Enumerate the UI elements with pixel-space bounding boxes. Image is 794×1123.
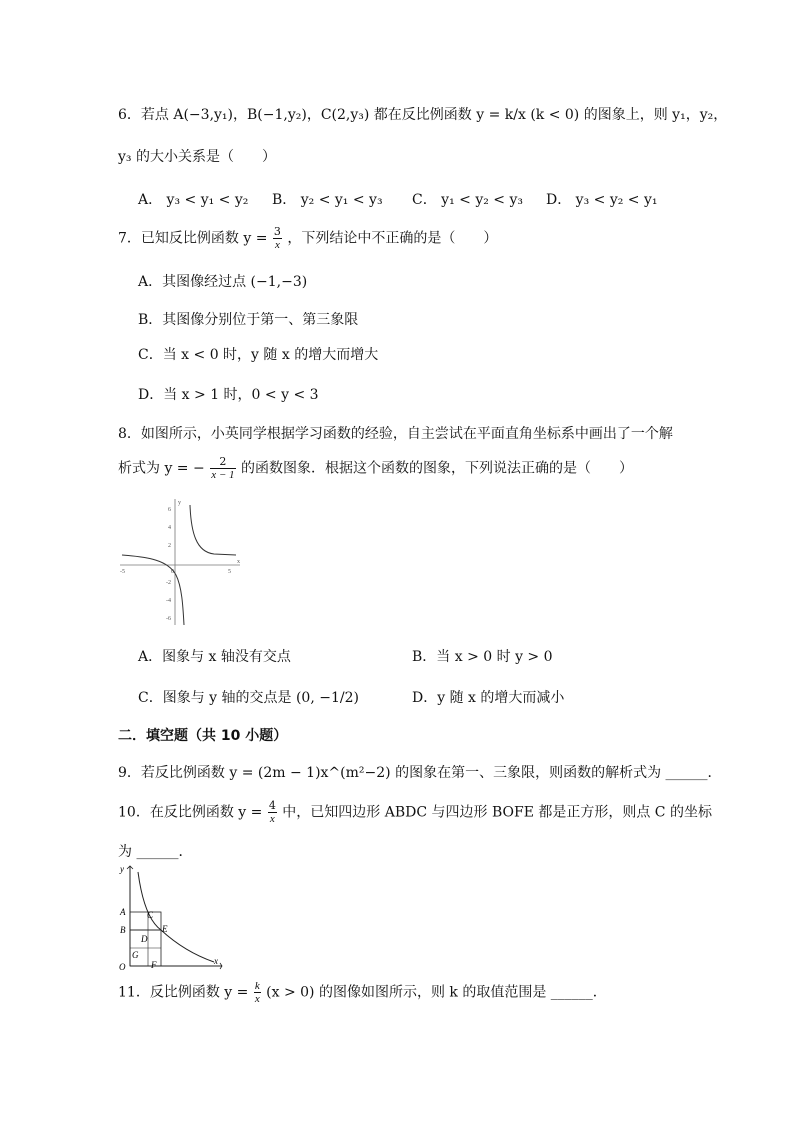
q10-label-o: O [119, 962, 126, 972]
q8-y-tick-4: 4 [168, 525, 171, 531]
q6-option-a: A． y₃ < y₁ < y₂ [138, 192, 249, 208]
q7-stem [118, 226, 497, 251]
q7-option-b: B．其图像分别位于第一、第三象限 [138, 312, 359, 328]
q7-option-c: C．当 x < 0 时，y 随 x 的增大而增大 [138, 347, 379, 363]
q8-y-tick-neg4: -4 [166, 598, 171, 604]
q11-fraction-numerator: k [254, 980, 260, 992]
q7-option-d: D．当 x > 1 时，0 < y < 3 [138, 387, 319, 403]
q10-label-g: G [132, 950, 139, 960]
q8-curve-right-branch [190, 505, 236, 555]
q8-x-tick-0: 0 [171, 569, 174, 575]
q9-text: 9．若反比例函数 y = (2m − 1)x^(m²−2) 的图象在第一、三象限，则函数的解析式为 ______． [118, 765, 722, 781]
q11-stem-start: 11．反比例函数 y = [118, 984, 249, 1001]
section-title-fill-in: 二．填空题（共 10 小题） [118, 728, 288, 744]
q6-line2: y₃ 的大小关系是（ ） [118, 149, 276, 165]
q8-line1: 8．如图所示，小英同学根据学习函数的经验，自主尝试在平面直角坐标系中画出了一个解 [118, 426, 673, 442]
q7-option-a: A．其图像经过点 (−1,−3) [138, 274, 308, 290]
q10-fraction-numerator: 4 [268, 799, 276, 812]
q8-fraction-denominator: x − 1 [211, 469, 235, 481]
q8-option-b: B．当 x > 0 时 y > 0 [412, 649, 553, 665]
q10-label-d: D [141, 934, 148, 944]
q10-label-e: E [162, 924, 168, 934]
q6-line1: 6．若点 A(−3,y₁)，B(−1,y₂)，C(2,y₃) 都在反比例函数 y = k/x (k < 0) 的图象上，则 y₁，y₂， [118, 107, 728, 123]
q8-option-a: A．图象与 x 轴没有交点 [138, 649, 291, 665]
q11-stem-end: (x > 0) 的图像如图所示，则 k 的取值范围是 ______． [266, 984, 607, 1001]
q10-label-a: A [120, 907, 126, 917]
q7-fraction-numerator: 3 [273, 225, 281, 238]
q10-label-y: y [120, 864, 124, 874]
q8-x-tick-5: 5 [228, 569, 231, 575]
q10-fraction-denominator: x [269, 813, 275, 825]
q8-y-tick-neg2: -2 [166, 580, 171, 586]
q10-label-x: x [214, 956, 218, 966]
q10-label-c: C [147, 910, 154, 920]
q8-line2 [118, 456, 633, 481]
q8-y-tick-neg6: -6 [166, 616, 171, 622]
q8-x-tick-neg5: -5 [120, 569, 125, 575]
q7-stem-end: ，下列结论中不正确的是（ ） [287, 230, 498, 247]
q8-x-label: x [237, 559, 240, 565]
q10-fraction [268, 800, 277, 825]
q8-fraction [210, 456, 235, 481]
q10-line2: 为 ______． [118, 844, 193, 860]
q8-y-label: y [178, 500, 181, 506]
q8-line2-start: 析式为 y = − [118, 460, 205, 477]
q10-label-f: F [151, 960, 157, 970]
q7-stem-start: 7．已知反比例函数 y = [118, 230, 268, 247]
q10-square-abdc [130, 912, 161, 930]
q11-fraction [254, 980, 261, 1005]
q8-fraction-numerator: 2 [210, 456, 235, 469]
q6-option-b: B． y₂ < y₁ < y₃ [272, 192, 383, 208]
q6-option-d: D． y₃ < y₂ < y₁ [546, 192, 658, 208]
q10-line1-end: 中，已知四边形 ABDC 与四边形 BOFE 都是正方形，则点 C 的坐标 [282, 804, 712, 821]
q7-fraction-denominator: x [274, 239, 280, 251]
q10-line1-start: 10．在反比例函数 y = [118, 804, 263, 821]
q11-stem [118, 980, 607, 1005]
q8-line2-end: 的函数图象．根据这个函数的图象，下列说法正确的是（ ） [240, 460, 633, 477]
q8-option-c: C．图象与 y 轴的交点是 (0, −1/2) [138, 690, 359, 706]
q8-y-tick-2: 2 [168, 543, 171, 549]
q10-line1 [118, 800, 712, 825]
q10-label-b: B [120, 925, 126, 935]
q8-function-graph [118, 497, 242, 627]
q10-squares-figure [116, 862, 224, 972]
q7-fraction [273, 226, 282, 251]
q8-y-tick-6: 6 [168, 507, 171, 513]
q11-fraction-denominator: x [254, 993, 260, 1005]
q6-option-c: C． y₁ < y₂ < y₃ [412, 192, 523, 208]
q8-option-d: D．y 随 x 的增大而减小 [412, 690, 565, 706]
